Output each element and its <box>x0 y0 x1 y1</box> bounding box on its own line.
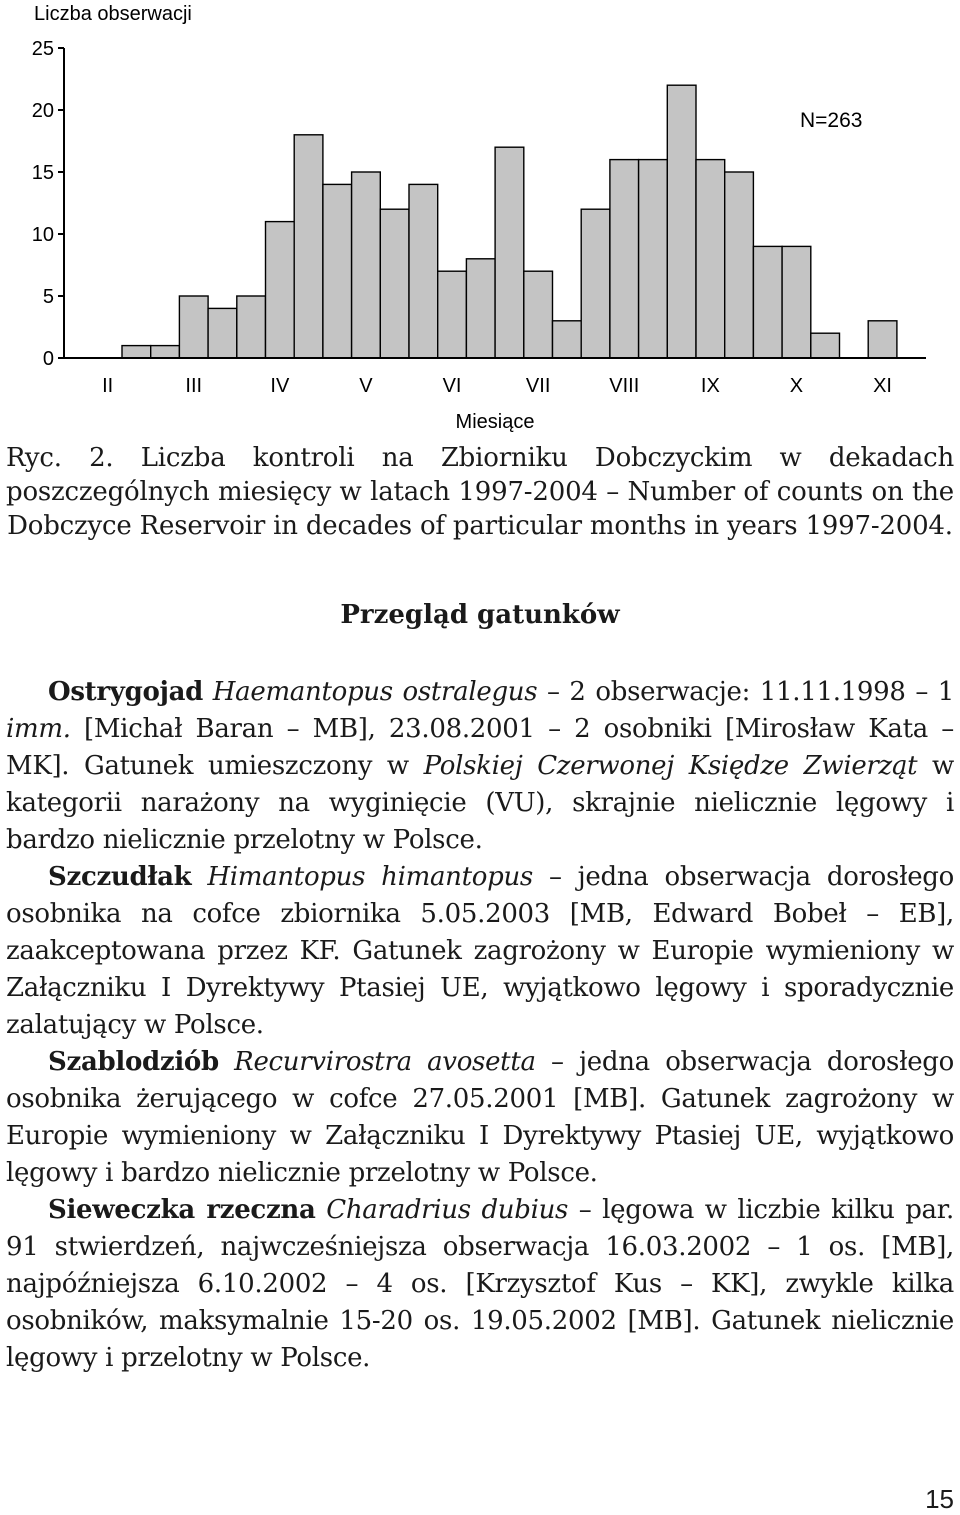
bar <box>553 321 582 358</box>
y-axis-label: Liczba obserwacji <box>34 3 192 25</box>
x-tick-labels <box>102 375 892 397</box>
bar <box>782 246 811 358</box>
entry-abbrev: imm. <box>6 714 71 744</box>
bar <box>438 271 467 358</box>
bar <box>696 160 725 358</box>
entry-ostrygojad <box>6 674 954 859</box>
x-tick-label: V <box>359 375 373 397</box>
bar <box>237 296 266 358</box>
entry-szablodziob <box>6 1044 954 1192</box>
x-tick-label: XI <box>873 375 893 397</box>
entry-szczudlak <box>6 859 954 1044</box>
bar <box>409 184 438 358</box>
bar <box>811 333 840 358</box>
page-number: 15 <box>925 1484 954 1514</box>
y-tick-label: 5 <box>42 286 54 308</box>
figure-caption: Ryc. 2. Liczba kontroli na Zbiorniku Dobczyckim w dekadach poszczególnych miesięcy w latach 1997-2004 – Number of counts on the Dobczyce Reservoir in decades of particular months in years 1997-2004. <box>6 443 954 541</box>
bar <box>151 346 180 358</box>
bar <box>753 246 782 358</box>
y-tick-label: 10 <box>31 224 54 246</box>
latin-name: Recurvirostra avosetta <box>234 1047 536 1077</box>
x-tick-label: III <box>185 375 203 397</box>
bar <box>725 172 754 358</box>
latin-name: Himantopus himantopus <box>207 862 533 892</box>
bars <box>122 85 897 358</box>
entry-text: – 2 obserwacje: 11.11.1998 – 1 <box>537 677 954 707</box>
latin-name: Haemantopus ostralegus <box>212 677 538 707</box>
species-name: Ostrygojad <box>48 677 204 707</box>
bar <box>524 271 553 358</box>
x-axis-label: Miesiące <box>455 411 535 433</box>
entry-text: [Michał Baran – MB], 23.08.2001 – 2 osobniki [Mirosław Kata – MK]. Gatunek umieszczony w <box>6 714 954 781</box>
bar <box>466 259 495 358</box>
bar <box>868 321 897 358</box>
book-title: Polskiej Czerwonej Księdze Zwierząt <box>423 751 918 781</box>
bar <box>352 172 381 358</box>
y-tick-label: 0 <box>42 348 54 370</box>
x-tick-label: VII <box>525 375 551 397</box>
entry-sieweczka <box>6 1192 954 1377</box>
y-tick-label: 25 <box>31 38 54 60</box>
x-tick-label: VIII <box>609 375 640 397</box>
species-name: Szablodziób <box>48 1047 219 1077</box>
bar <box>179 296 208 358</box>
species-name: Szczudłak <box>48 862 192 892</box>
bar <box>667 85 696 358</box>
bar <box>294 135 323 358</box>
species-list <box>6 674 954 1377</box>
bar <box>266 222 295 358</box>
x-tick-label: II <box>102 375 114 397</box>
bar <box>323 184 352 358</box>
entry-text: w kategorii narażony na wyginięcie (VU), skrajnie nielicznie lęgowy i bardzo nielicznie przelotny w Polsce. <box>6 751 955 855</box>
y-tick-label: 20 <box>31 100 54 122</box>
bar <box>495 147 524 358</box>
bar <box>581 209 610 358</box>
species-name: Sieweczka rzeczna <box>48 1195 316 1225</box>
entry-text: – lęgowa w liczbie kilku par. 91 stwierdzeń, najwcześniejsza obserwacja 16.03.2002 – 1 os. [MB], najpóźniejsza 6.10.2002 – 4 os. [Krzysztof Kus – KK], zwykle kilka osobników, maksymalnie 15-20 os. 19.05.2002 [MB]. Gatunek nielicznie lęgowy i przelotny w Polsce. <box>6 1195 954 1373</box>
x-tick-label: IV <box>270 375 290 397</box>
latin-name: Charadrius dubius <box>326 1195 569 1225</box>
bar <box>208 308 237 358</box>
entry-text: – jedna obserwacja dorosłego osobnika żerującego w cofce 27.05.2001 [MB]. Gatunek zagrożony w Europie wymieniony w Załączniku I Dyrektywy Ptasiej UE, wyjątkowo lęgowy i bardzo nielicznie przelotny w Polsce. <box>6 1047 955 1188</box>
y-tick-label: 15 <box>31 162 54 184</box>
bar <box>380 209 409 358</box>
bar <box>610 160 639 358</box>
y-ticks <box>32 38 64 370</box>
x-tick-label: IX <box>700 375 720 397</box>
bar <box>122 346 151 358</box>
x-tick-label: X <box>789 375 804 397</box>
section-title: Przegląd gatunków <box>340 600 620 630</box>
x-tick-label: VI <box>442 375 462 397</box>
entry-text: – jedna obserwacja dorosłego osobnika na cofce zbiornika 5.05.2003 [MB, Edward Bobeł – EB], zaakceptowana przez KF. Gatunek zagrożony w Europie wymieniony w Załączniku I Dyrektywy Ptasiej UE, wyjątkowo lęgowy i sporadycznie zalatujący w Polsce. <box>6 862 954 1040</box>
n-annotation: N=263 <box>800 109 863 132</box>
histogram-chart <box>0 0 960 440</box>
bar <box>639 160 668 358</box>
